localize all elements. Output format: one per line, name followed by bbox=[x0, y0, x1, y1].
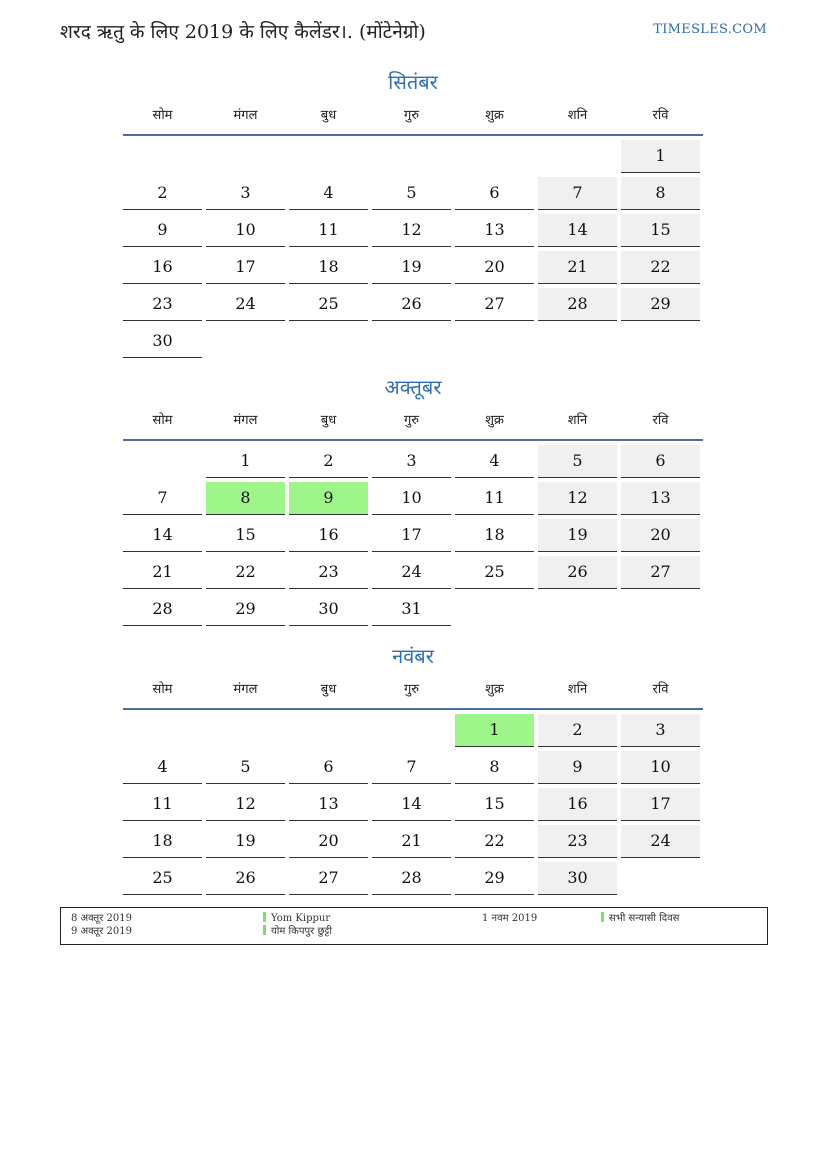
day-cell: 14 bbox=[538, 214, 617, 247]
day-grid bbox=[123, 140, 703, 358]
day-cell: 26 bbox=[206, 862, 285, 895]
day-cell: 24 bbox=[372, 556, 451, 589]
day-cell: 4 bbox=[123, 751, 202, 784]
day-cell: 30 bbox=[538, 862, 617, 895]
day-cell: 3 bbox=[206, 177, 285, 210]
weekday-label: गुरु bbox=[403, 108, 420, 123]
day-cell: 10 bbox=[206, 214, 285, 247]
day-cell: 21 bbox=[538, 251, 617, 284]
day-cell: 15 bbox=[206, 519, 285, 552]
day-cell: 8 bbox=[621, 177, 700, 210]
empty-day-cell bbox=[123, 140, 202, 172]
month-november bbox=[123, 642, 703, 895]
day-cell: 13 bbox=[621, 482, 700, 515]
empty-day-cell bbox=[289, 714, 368, 746]
weekday-label: शनि bbox=[567, 413, 588, 428]
legend-item bbox=[263, 925, 332, 938]
day-cell: 2 bbox=[538, 714, 617, 747]
month-title: अक्तूबर bbox=[384, 375, 442, 399]
day-cell: 28 bbox=[372, 862, 451, 895]
day-cell: 28 bbox=[123, 593, 202, 626]
legend-item bbox=[601, 912, 679, 925]
legend-names bbox=[263, 912, 332, 938]
weekday-label: सोम bbox=[152, 413, 173, 428]
day-cell: 15 bbox=[621, 214, 700, 247]
weekday-label: गुरु bbox=[403, 682, 420, 697]
day-cell: 10 bbox=[621, 751, 700, 784]
empty-day-cell bbox=[123, 714, 202, 746]
day-cell: 21 bbox=[372, 825, 451, 858]
day-cell: 30 bbox=[289, 593, 368, 626]
month-title: नवंबर bbox=[392, 644, 434, 668]
day-cell: 17 bbox=[621, 788, 700, 821]
day-cell: 23 bbox=[289, 556, 368, 589]
holiday-marker bbox=[601, 912, 604, 922]
day-cell: 1 bbox=[621, 140, 700, 173]
day-cell: 16 bbox=[538, 788, 617, 821]
day-cell: 5 bbox=[538, 445, 617, 478]
day-cell: 14 bbox=[123, 519, 202, 552]
day-cell: 3 bbox=[621, 714, 700, 747]
day-cell: 18 bbox=[455, 519, 534, 552]
weekday-label: शुक्र bbox=[485, 682, 504, 697]
holiday-marker bbox=[263, 912, 266, 922]
holiday-day-cell: 1 bbox=[455, 714, 534, 747]
legend-dates-2 bbox=[482, 912, 537, 925]
weekday-label: सोम bbox=[152, 682, 173, 697]
day-cell: 25 bbox=[289, 288, 368, 321]
day-cell: 11 bbox=[289, 214, 368, 247]
day-cell: 7 bbox=[123, 482, 202, 515]
day-cell: 25 bbox=[123, 862, 202, 895]
day-cell: 24 bbox=[206, 288, 285, 321]
day-cell: 3 bbox=[372, 445, 451, 478]
day-cell: 13 bbox=[455, 214, 534, 247]
day-cell: 7 bbox=[372, 751, 451, 784]
legend-date: 9 अक्तूर 2019 bbox=[71, 926, 132, 937]
brand-link[interactable]: TIMESLES.COM bbox=[653, 22, 767, 37]
empty-day-cell bbox=[206, 140, 285, 172]
page-title: शरद ऋतु के लिए 2019 के लिए कैलेंडर।. (मोंटेनेग्रो) bbox=[60, 21, 426, 43]
day-cell: 9 bbox=[123, 214, 202, 247]
day-cell: 18 bbox=[289, 251, 368, 284]
legend-date: 1 नवम 2019 bbox=[482, 913, 538, 924]
day-cell: 12 bbox=[538, 482, 617, 515]
month-october bbox=[123, 373, 703, 626]
day-cell: 11 bbox=[123, 788, 202, 821]
weekday-label: सोम bbox=[152, 108, 173, 123]
legend-names-2 bbox=[601, 912, 679, 925]
empty-day-cell bbox=[455, 140, 534, 172]
day-cell: 2 bbox=[123, 177, 202, 210]
legend-date: 8 अक्तूर 2019 bbox=[71, 913, 132, 924]
month-september bbox=[123, 68, 703, 358]
day-cell: 19 bbox=[372, 251, 451, 284]
month-title: सितंबर bbox=[388, 70, 438, 94]
day-cell: 15 bbox=[455, 788, 534, 821]
day-cell: 20 bbox=[621, 519, 700, 552]
empty-day-cell bbox=[372, 714, 451, 746]
day-cell: 2 bbox=[289, 445, 368, 478]
day-cell: 26 bbox=[372, 288, 451, 321]
day-cell: 25 bbox=[455, 556, 534, 589]
day-cell: 27 bbox=[289, 862, 368, 895]
day-cell: 5 bbox=[372, 177, 451, 210]
day-cell: 29 bbox=[455, 862, 534, 895]
day-cell: 16 bbox=[123, 251, 202, 284]
day-cell: 18 bbox=[123, 825, 202, 858]
day-cell: 20 bbox=[289, 825, 368, 858]
weekday-header bbox=[123, 678, 703, 710]
day-cell: 29 bbox=[621, 288, 700, 321]
legend-item bbox=[263, 912, 332, 925]
day-cell: 23 bbox=[123, 288, 202, 321]
weekday-label: शुक्र bbox=[485, 413, 504, 428]
day-cell: 22 bbox=[621, 251, 700, 284]
holiday-day-cell: 8 bbox=[206, 482, 285, 515]
day-cell: 16 bbox=[289, 519, 368, 552]
day-cell: 4 bbox=[455, 445, 534, 478]
empty-day-cell bbox=[538, 140, 617, 172]
weekday-label: रवि bbox=[652, 108, 669, 123]
holiday-day-cell: 9 bbox=[289, 482, 368, 515]
day-cell: 19 bbox=[538, 519, 617, 552]
legend-holiday: सभी सन्यासी दिवस bbox=[609, 913, 680, 924]
day-cell: 17 bbox=[206, 251, 285, 284]
day-cell: 30 bbox=[123, 325, 202, 358]
weekday-label: शनि bbox=[567, 108, 588, 123]
day-cell: 14 bbox=[372, 788, 451, 821]
day-cell: 6 bbox=[455, 177, 534, 210]
holiday-legend bbox=[60, 907, 768, 945]
day-cell: 27 bbox=[455, 288, 534, 321]
day-cell: 12 bbox=[206, 788, 285, 821]
day-cell: 27 bbox=[621, 556, 700, 589]
empty-day-cell bbox=[372, 140, 451, 172]
empty-day-cell bbox=[289, 140, 368, 172]
day-cell: 26 bbox=[538, 556, 617, 589]
day-cell: 22 bbox=[206, 556, 285, 589]
weekday-label: बुध bbox=[320, 413, 337, 428]
weekday-label: बुध bbox=[320, 108, 337, 123]
weekday-label: मंगल bbox=[233, 413, 258, 428]
day-cell: 23 bbox=[538, 825, 617, 858]
day-cell: 12 bbox=[372, 214, 451, 247]
day-cell: 6 bbox=[289, 751, 368, 784]
day-cell: 17 bbox=[372, 519, 451, 552]
day-cell: 24 bbox=[621, 825, 700, 858]
day-cell: 1 bbox=[206, 445, 285, 478]
day-cell: 21 bbox=[123, 556, 202, 589]
empty-day-cell bbox=[206, 714, 285, 746]
day-grid bbox=[123, 714, 703, 895]
day-cell: 11 bbox=[455, 482, 534, 515]
day-cell: 4 bbox=[289, 177, 368, 210]
day-cell: 9 bbox=[538, 751, 617, 784]
legend-holiday: Yom Kippur bbox=[271, 913, 331, 924]
day-cell: 22 bbox=[455, 825, 534, 858]
weekday-label: शुक्र bbox=[485, 108, 504, 123]
day-cell: 29 bbox=[206, 593, 285, 626]
day-cell: 5 bbox=[206, 751, 285, 784]
day-cell: 6 bbox=[621, 445, 700, 478]
day-cell: 20 bbox=[455, 251, 534, 284]
day-cell: 31 bbox=[372, 593, 451, 626]
weekday-header bbox=[123, 409, 703, 441]
day-cell: 10 bbox=[372, 482, 451, 515]
legend-holiday: योम किपपुर छुट्टी bbox=[271, 926, 332, 937]
holiday-marker bbox=[263, 925, 266, 935]
weekday-label: शनि bbox=[567, 682, 588, 697]
weekday-label: गुरु bbox=[403, 413, 420, 428]
day-cell: 8 bbox=[455, 751, 534, 784]
weekday-header bbox=[123, 104, 703, 136]
day-cell: 13 bbox=[289, 788, 368, 821]
day-grid bbox=[123, 445, 703, 626]
day-cell: 7 bbox=[538, 177, 617, 210]
empty-day-cell bbox=[123, 445, 202, 477]
weekday-label: मंगल bbox=[233, 682, 258, 697]
weekday-label: रवि bbox=[652, 682, 669, 697]
weekday-label: मंगल bbox=[233, 108, 258, 123]
legend-dates bbox=[71, 912, 132, 938]
weekday-label: रवि bbox=[652, 413, 669, 428]
day-cell: 19 bbox=[206, 825, 285, 858]
day-cell: 28 bbox=[538, 288, 617, 321]
weekday-label: बुध bbox=[320, 682, 337, 697]
